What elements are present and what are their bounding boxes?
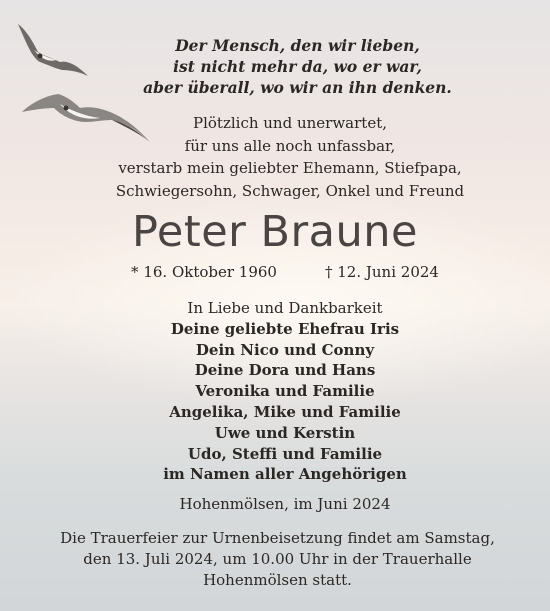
intro-line: Schwiegersohn, Schwager, Onkel und Freund xyxy=(115,181,465,200)
quote-block xyxy=(0,35,550,98)
quote-line: aber überall, wo wir an ihn denken. xyxy=(143,78,452,97)
deceased-name: Peter Braune xyxy=(131,207,418,257)
mourner-entry: Udo, Steffi und Familie xyxy=(187,444,383,463)
intro-line: Plötzlich und unerwartet, xyxy=(193,114,387,132)
service-line: den 13. Juli 2024, um 10.00 Uhr in der Trauerhalle xyxy=(83,550,472,568)
mourner-entry: Deine geliebte Ehefrau Iris xyxy=(170,319,400,338)
mourner-entry: Uwe und Kerstin xyxy=(214,423,356,442)
service-line: Die Trauerfeier zur Urnenbeisetzung findet am Samstag, xyxy=(60,529,495,547)
life-dates xyxy=(0,262,550,282)
mourner-entry: Veronika und Familie xyxy=(195,382,375,401)
funeral-service-info xyxy=(0,528,550,591)
mourners-list xyxy=(0,298,550,485)
mourner-entry: Angelika, Mike und Familie xyxy=(169,402,401,421)
service-line: Hohenmölsen statt. xyxy=(203,571,352,589)
birth-date: * 16. Oktober 1960 xyxy=(131,263,277,281)
intro-line: verstarb mein geliebter Ehemann, Stiefpapa, xyxy=(118,159,462,177)
death-date: † 12. Juni 2024 xyxy=(324,263,439,281)
quote-line: ist nicht mehr da, wo er war, xyxy=(173,57,422,76)
mourner-entry: Deine Dora und Hans xyxy=(194,361,376,380)
place-and-date: Hohenmölsen, im Juni 2024 xyxy=(179,495,391,513)
intro-text xyxy=(0,112,550,202)
mourner-entry: Dein Nico und Conny xyxy=(195,340,375,359)
mourners-lead: In Liebe und Dankbarkeit xyxy=(187,299,383,317)
quote-line: Der Mensch, den wir lieben, xyxy=(175,36,420,55)
intro-line: für uns alle noch unfassbar, xyxy=(184,136,396,155)
mourner-entry: im Namen aller Angehörigen xyxy=(163,465,407,484)
